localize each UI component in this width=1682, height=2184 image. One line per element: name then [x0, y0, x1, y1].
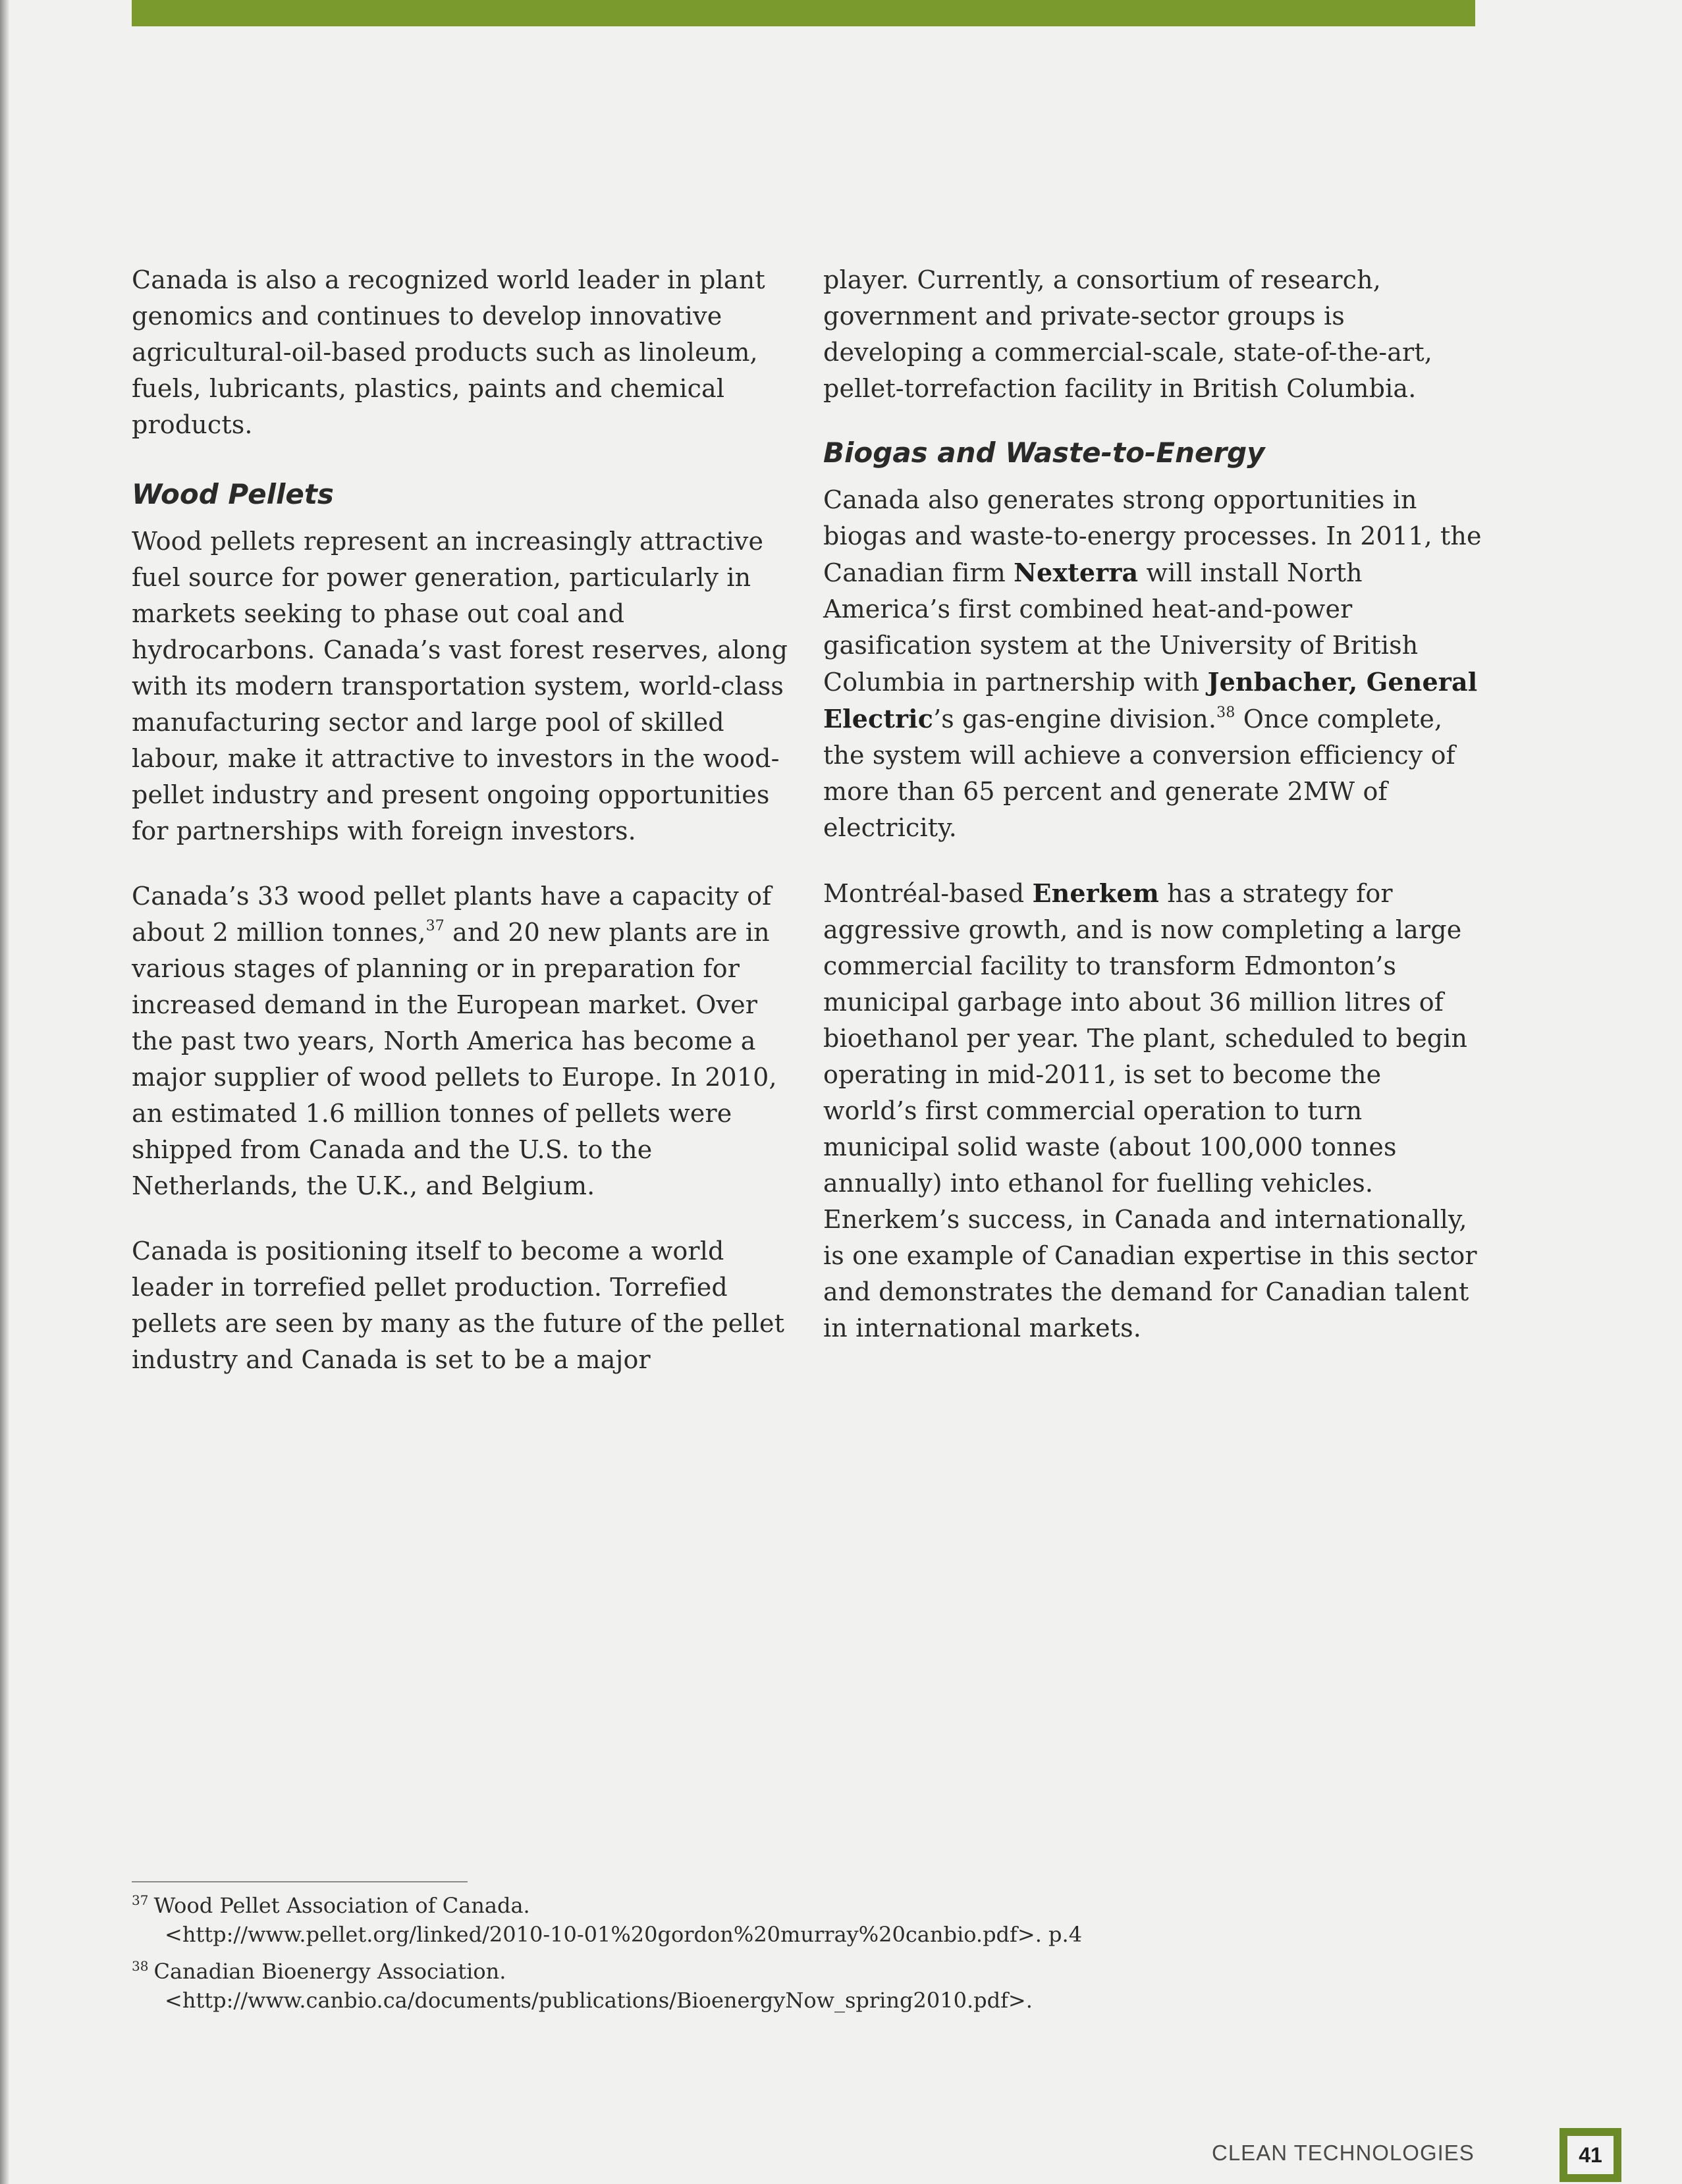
footnote-ref-37: 37 [425, 918, 445, 934]
page-binding-shadow [0, 0, 9, 2184]
biogas-paragraph-1: Canada also generates strong opportunities in biogas and waste-to-energy processes. In 2011, the Canadian firm Nexterra will install North America’s first combined heat-and-power gasification system at the University of British Columbia in partnership with Jenbacher, General Electric’s gas-engine division.$^{38}$ Once complete, the system will achieve a conversion efficiency of more than 65 percent and generate 2MW of electricity. [823, 485, 1482, 842]
intro-paragraph: Canada is also a recognized world leader in plant genomics and continues to develop innovative agricultural-oil-based products such as linoleum, fuels, lubricants, plastics, paints and chemical products. [132, 265, 765, 439]
header-accent-bar [132, 0, 1475, 26]
footnote-37-url: <http://www.pellet.org/linked/2010-10-01%20gordon%20murray%20canbio.pdf>. p.4 [165, 1922, 1083, 1947]
company-jenbacher-ge: Jenbacher, General Electric [823, 667, 1478, 733]
biogas-paragraph-2: Montréal-based Enerkem has a strategy for aggressive growth, and is now completing a large commercial facility to transform Edmonton’s municipal garbage into about 36 million litres of bioethanol per year. The plant, scheduled to begin operating in mid-2011, is set to become the world’s first commercial operation to turn municipal solid waste (about 100,000 tonnes annually) into ethanol for fuelling vehicles. Enerkem’s success, in Canada and internationally, is one example of Canadian expertise in this sector and demonstrates the demand for Canadian talent in international markets. [823, 878, 1477, 1343]
continued-paragraph: player. Currently, a consortium of research, government and private-sector groups is developing a commercial-scale, state-of-the-art, pellet-torrefaction facility in British Columbia. [823, 265, 1432, 403]
page-number-box [1560, 2128, 1621, 2182]
footnote-37: $^{37}$ Wood Pellet Association of Canada. <http://www.pellet.org/linked/2010-10-01%20gordon%20murray%20canbio.pdf>. p.4 [132, 1886, 1185, 1949]
right-column [823, 262, 1482, 1375]
footnote-ref-38: 38 [1216, 705, 1235, 721]
biogas-heading: Biogas and Waste-to-Energy [823, 437, 1265, 469]
company-enerkem: Enerkem [1032, 878, 1160, 908]
footnote-38: $^{38}$ Canadian Bioenergy Association. <http://www.canbio.ca/documents/publications/BioenergyNow_spring2010.pdf>. [132, 1952, 1185, 2015]
page-number: 41 [1567, 2136, 1614, 2174]
wood-pellets-paragraph-1: Wood pellets represent an increasingly attractive fuel source for power generation, particularly in markets seeking to phase out coal and hydrocarbons. Canada’s vast forest reserves, along with its modern transportation system, world-class manufacturing sector and large pool of skilled labour, make it attractive to investors in the wood-pellet industry and present ongoing opportunities for partnerships with foreign investors. [132, 527, 788, 845]
running-footer-section: CLEAN TECHNOLOGIES [1212, 2141, 1475, 2165]
wood-pellets-paragraph-3: Canada is positioning itself to become a world leader in torrefied pellet production. Torrefied pellets are seen by many as the future of the pellet industry and Canada is set to be a major [132, 1237, 785, 1374]
left-column [132, 262, 790, 1407]
wood-pellets-paragraph-2: Canada’s 33 wood pellet plants have a capacity of about 2 million tonnes,$^{37}$ and 20 new plants are in various stages of planning or in preparation for increased demand in the European market. Over the past two years, North America has become a major supplier of wood pellets to Europe. In 2010, an estimated 1.6 million tonnes of pellets were shipped from Canada and the U.S. to the Netherlands, the U.K., and Belgium. [132, 882, 777, 1200]
wood-pellets-heading: Wood Pellets [132, 478, 334, 510]
company-nexterra: Nexterra [1014, 558, 1139, 587]
footnote-38-url: <http://www.canbio.ca/documents/publications/BioenergyNow_spring2010.pdf>. [165, 1988, 1033, 2013]
footnotes [132, 1886, 1185, 2017]
footnote-divider [132, 1881, 468, 1882]
